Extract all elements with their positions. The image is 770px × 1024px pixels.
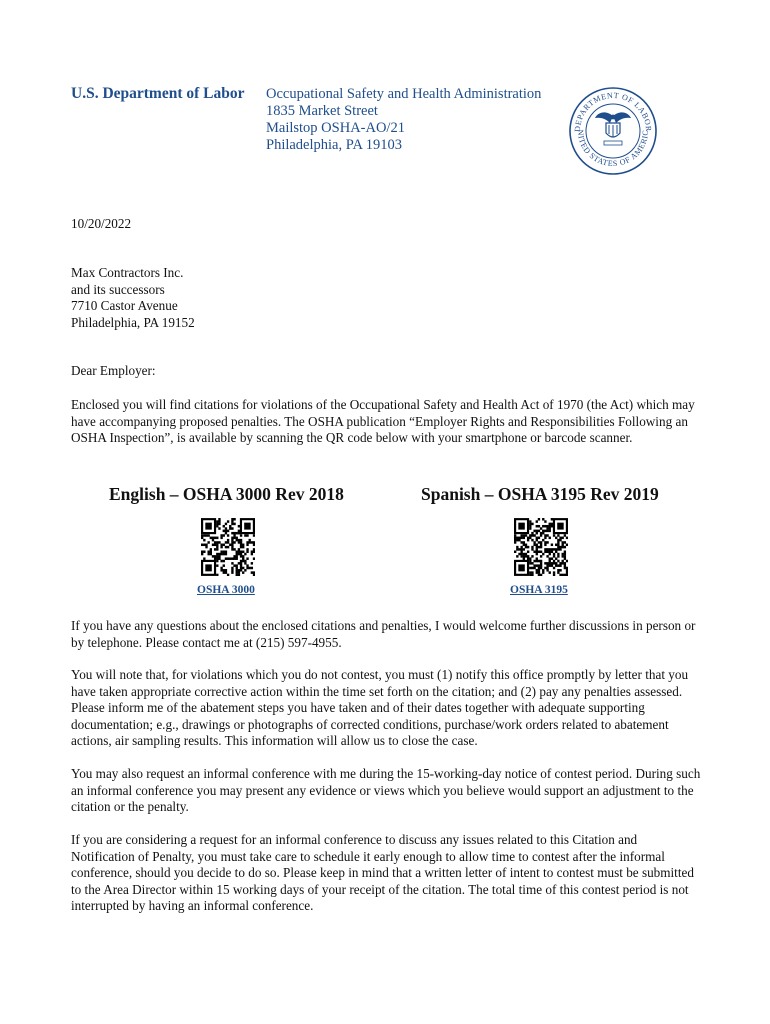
spanish-publication-heading: Spanish – OSHA 3195 Rev 2019	[421, 484, 659, 504]
english-qr-code-icon[interactable]	[201, 518, 255, 576]
agency-city: Philadelphia, PA 19103	[266, 137, 403, 153]
agency-name: Occupational Safety and Health Administration	[266, 86, 542, 102]
intro-paragraph: Enclosed you will find citations for violations of the Occupational Safety and Health Act of 1970 (the Act) which may have accompanying proposed penalties. The OSHA publication “Employer Rights and Responsibilities Following an OSHA Inspection”, is available by scanning the QR code below with your smartphone or barcode scanner.	[71, 397, 695, 446]
agency-street: 1835 Market Street	[266, 103, 378, 119]
letter-date: 10/20/2022	[71, 216, 132, 231]
informal-conference-paragraph: You may also request an informal conference with me during the 15-working-day notice of contest period. During such an informal conference you may present any evidence or views which you believe would support an adjustment to the citation or the penalty.	[71, 766, 701, 815]
recipient-line: Philadelphia, PA 19152	[71, 314, 195, 330]
recipient-line: 7710 Castor Avenue	[71, 298, 178, 314]
english-publication-link[interactable]: OSHA 3000	[197, 584, 255, 596]
contest-period-paragraph: If you are considering a request for an informal conference to discuss any issues related to this Citation and Notification of Penalty, you must take care to schedule it early enough to allow time to contest after the informal conference, should you decide to do so. Please keep in mind that a written letter of intent to contest must be submitted to the Area Director within 15 working days of your receipt of the citation. The total time of this contest period is not interrupted by having an informal conference.	[71, 832, 694, 914]
recipient-line: Max Contractors Inc.	[71, 265, 184, 280]
recipient-line: and its successors	[71, 281, 165, 297]
seal-top-text: DEPARTMENT OF LABOR	[572, 90, 654, 133]
seal-bottom-text: NITED STATES OF AMERIC	[575, 129, 651, 169]
agency-mailstop: Mailstop OSHA-AO/21	[266, 120, 405, 136]
agency-address	[266, 86, 541, 154]
recipient-address	[71, 265, 195, 331]
department-seal-icon	[568, 86, 658, 176]
english-publication-heading: English – OSHA 3000 Rev 2018	[109, 484, 344, 504]
spanish-publication-link[interactable]: OSHA 3195	[510, 584, 568, 596]
spanish-qr-code-icon[interactable]	[514, 518, 568, 576]
salutation: Dear Employer:	[71, 363, 156, 378]
abatement-paragraph: You will note that, for violations which you do not contest, you must (1) notify this office promptly by letter that you have taken appropriate corrective action within the time set forth on the citation; and (2) pay any penalties assessed. Please inform me of the abatement steps you have taken and of their dates together with adequate supporting documentation; e.g., drawings or photographs of corrected conditions, purchase/work orders related to abatement actions, air sampling results. This information will allow us to close the case.	[71, 667, 689, 749]
contact-paragraph: If you have any questions about the enclosed citations and penalties, I would welcome further discussions in person or by telephone. Please contact me at (215) 597-4955.	[71, 618, 696, 650]
department-name: U.S. Department of Labor	[71, 85, 245, 102]
